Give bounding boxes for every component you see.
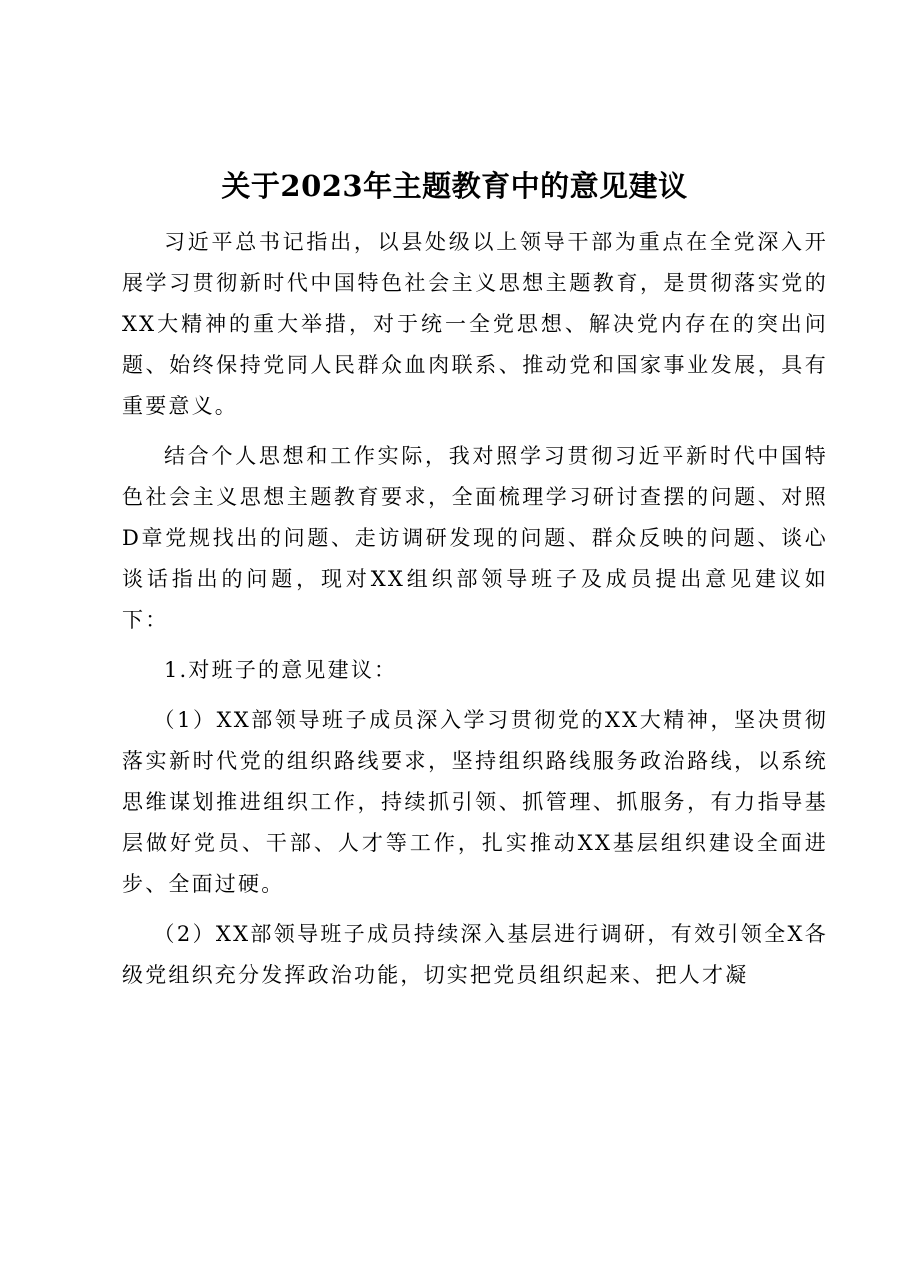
section-heading-team-suggestions: 1.对班子的意见建议： xyxy=(164,658,398,682)
paragraph-intro: 习近平总书记指出，以县处级以上领导干部为重点在全党深入开展学习贯彻新时代中国特色社会主义思想主题教育，是贯彻落实党的XX大精神的重大举措，对于统一全党思想、解决党内存在的突出问题、始终保持党同人民群众血肉联系、推动党和国家事业发展，具有重要意义。 xyxy=(122,230,828,418)
paragraph-context: 结合个人思想和工作实际，我对照学习贯彻习近平新时代中国特色社会主义思想主题教育要求，全面梳理学习研讨查摆的问题、对照D章党规找出的问题、走访调研发现的问题、群众反映的问题、谈心谈话指出的问题，现对XX组织部领导班子及成员提出意见建议如下： xyxy=(122,444,828,632)
paragraph-suggestion-1: （1）XX部领导班子成员深入学习贯彻党的XX大精神，坚决贯彻落实新时代党的组织路线要求，坚持组织路线服务政治路线，以系统思维谋划推进组织工作，持续抓引领、抓管理、抓服务，有力指导基层做好党员、干部、人才等工作，扎实推动XX基层组织建设全面进步、全面过硬。 xyxy=(122,708,828,896)
paragraph-suggestion-2: （2）XX部领导班子成员持续深入基层进行调研，有效引领全X各级党组织充分发挥政治功能，切实把党员组织起来、把人才凝 xyxy=(122,922,828,987)
document-title: 关于2023年主题教育中的意见建议 xyxy=(221,169,688,203)
document-body xyxy=(122,222,828,1005)
